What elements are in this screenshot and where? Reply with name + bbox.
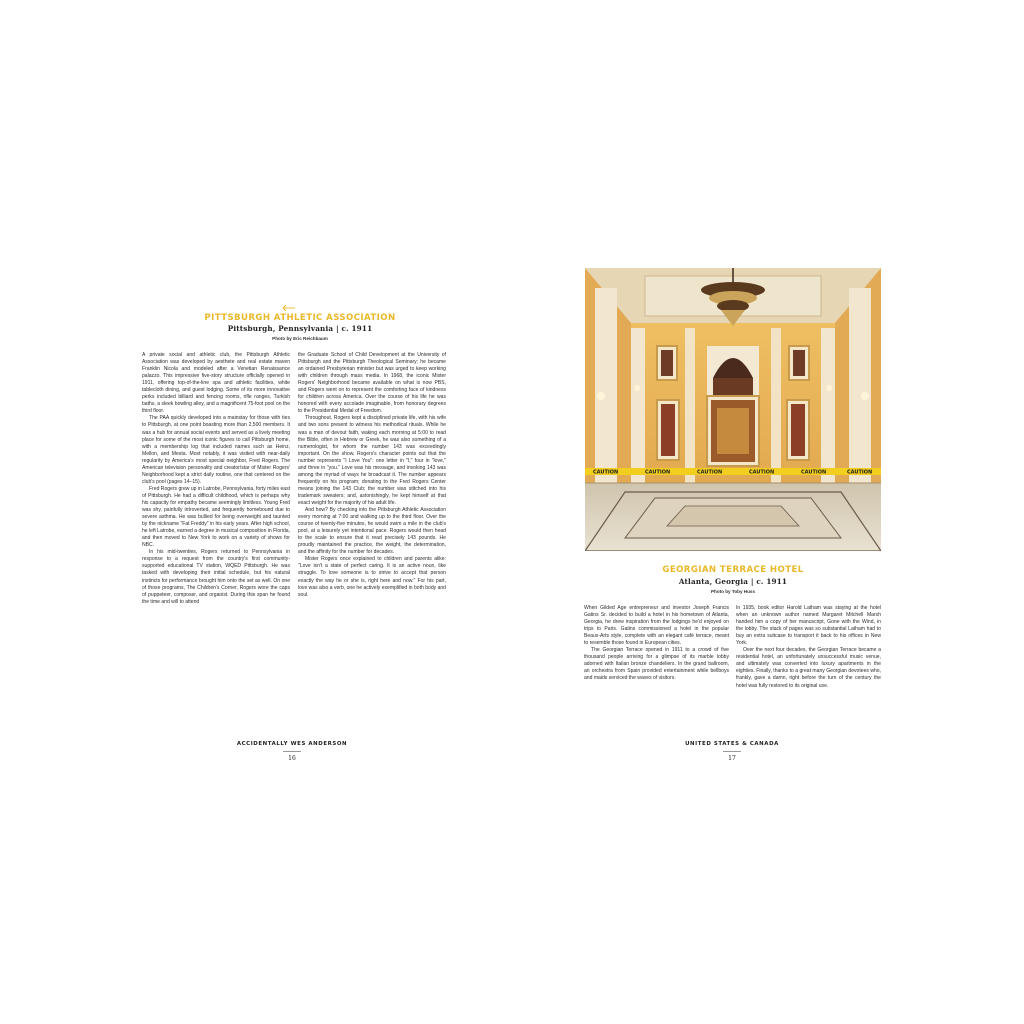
page-number: 16 xyxy=(288,755,296,762)
entry-title: GEORGIAN TERRACE HOTEL xyxy=(662,565,804,575)
paragraph: Throughout, Rogers kept a disciplined private life, with his wife and two sons present to witness his methodical rituals. While he was a man of devout faith, waking each morning at 5:00 to read the Bible, often in Hebrew or Greek, he was also something of a numerologist, for whom the number 143 was exceedingly important. On the show, Rogers's character points out that the number represents "I Love You": one letter in "I," four in "love," and three in "you." Love was his message, and invoking 143 was among the myriad of ways he broadcast it. The number appears frequently on his program; donating to the Fred Rogers Center means joining the 143 Club; the number was stitched into his trademark sweaters; and, astonishingly, he kept himself at that exact weight for the majority of his adult life. xyxy=(298,415,446,506)
paragraph: When Gilded Age entrepreneur and investor Joseph Francis Gatins Sr. decided to build a hotel in his hometown of Atlanta, Georgia, he drew inspiration from the lodgings he'd enjoyed on trips to Paris. Gatins commissioned a hotel in the popular Beaux-Arts style, complete with an elegant café terrace, meant to resemble those found in European cities. xyxy=(584,605,729,647)
photo-credit: Photo by Toby Huss xyxy=(710,589,756,594)
paragraph: In 1935, book editor Harold Latham was staying at the hotel when an unknown author named Margaret Mitchell Marsh handed him a copy of her manuscript, Gone with the Wind, in the lobby. The stack of pages was so substantial Latham had to buy an extra suitcase to transport it back to his offices in New York. xyxy=(736,605,881,647)
caution-tape-text: CAUTION xyxy=(593,469,619,476)
paragraph: Over the next four decades, the Georgian Terrace became a residential hotel, an unfortunately unsuccessful music venue, and ultimately was converted into luxury apartments in the eighties. Finally, thanks to a great many Georgian devotees who, frankly, gave a damn, right before the turn of the century the hotel was fully restored to its original use. xyxy=(736,647,881,689)
caution-tape-text: CAUTION xyxy=(749,469,775,476)
paragraph: Fred Rogers grew up in Latrobe, Pennsylvania, forty miles east of Pittsburgh. He had a difficult childhood, which is perhaps why his capacity for empathy became seemingly limitless. Young Fred was shy, painfully introverted, and frequently homebound due to severe asthma. He was bullied for being overweight and taunted by the nickname "Fat Freddy" in his early years. After high school, he left Latrobe, earned a degree in musical composition in Florida, and then moved to New York to work on a variety of shows for NBC. xyxy=(142,485,290,549)
body-column-1 xyxy=(584,605,729,715)
paragraph: Mister Rogers once explained to children and parents alike: "Love isn't a state of perfect caring. It is an active noun, like struggle. To love someone is to strive to accept that person exactly the way he or she is, right here and now." For his part, love was also a verb, one he actively exemplified in both body and soul. xyxy=(298,556,446,598)
photo-credit: Photo by Eric Reichbaum xyxy=(272,336,328,341)
entry-location: Pittsburgh, Pennsylvania | c. 1911 xyxy=(227,324,373,333)
paragraph: In his mid-twenties, Rogers returned to Pennsylvania in response to a request from the country's first community-supported educational TV station, WQED Pittsburgh. He was tasked with developing their initial schedule, but his natural instincts for performance brought him onto the set as well. On one of those programs, The Children's Corner, Rogers wore the caps of puppeteer, composer, and organist. During this span he found the time and will to attend xyxy=(142,549,290,605)
hotel-lobby-photo xyxy=(585,268,881,551)
paragraph: the Graduate School of Child Development at the University of Pittsburgh and the Pittsburgh Theological Seminary; he became an ordained Presbyterian minister but was urged to keep working with children through mass media. In 1968, the iconic Mister Rogers' Neighborhood became available on what is now PBS, and Rogers went on to represent the comforting face of kindness for children across America. Over the course of his life he was honored with every accolade imaginable, from honorary degrees to the Presidential Medal of Freedom. xyxy=(298,352,446,415)
caution-tape-text: CAUTION xyxy=(847,469,873,476)
arrow-left-icon xyxy=(282,304,296,312)
entry-location: Atlanta, Georgia | c. 1911 xyxy=(678,577,788,586)
body-column-1 xyxy=(142,352,290,710)
caution-tape-text: CAUTION xyxy=(645,469,671,476)
paragraph: A private social and athletic club, the Pittsburgh Athletic Association was developed by aesthete and real estate maven Franklin Nicola and modeled after a Venetian Renaissance palazzo. This impressive five-story structure officially opened in 1911, offering top-of-the-line spa and athletic facilities, white tablecloth dining, and guest lodging. Some of its more innovative perks included billiard and fencing rooms, rifle ranges, Turkish baths, a sleek bowling alley, and a magnificent 75-foot pool on the third floor. xyxy=(142,352,290,415)
running-footer: ACCIDENTALLY WES ANDERSON xyxy=(236,741,348,747)
entry-title: PITTSBURGH ATHLETIC ASSOCIATION xyxy=(204,313,396,323)
page-number: 17 xyxy=(728,755,736,762)
footer-divider xyxy=(723,751,741,752)
caution-tape-text: CAUTION xyxy=(801,469,827,476)
running-footer: UNITED STATES & CANADA xyxy=(685,741,779,747)
footer-divider xyxy=(283,751,301,752)
body-column-2 xyxy=(298,352,446,710)
paragraph: The Georgian Terrace opened in 1911 to a crowd of five thousand people arriving for a glimpse of its marble lobby adorned with Italian bronze chandeliers. In the grand ballroom, an orchestra from Spain provided entertainment while bellboys and maids serviced the waves of visitors. xyxy=(584,647,729,682)
caution-tape-text: CAUTION xyxy=(697,469,723,476)
body-column-2 xyxy=(736,605,881,715)
paragraph: The PAA quickly developed into a mainstay for those with ties to Pittsburgh, at one point boasting more than 2,500 members. It was a hub for annual social events and served as a lively meeting place for some of the most iconic figures to call Pittsburgh home, with a membership log that included names such as Heinz, Mellon, and Mesta. Most notably, it was visited with near-daily regularity by America's most special neighbor, Fred Rogers. The American television personality and creator/star of Mister Rogers' Neighborhood kept a strict daily routine, one that centered on the club's pool (pages 14–15). xyxy=(142,415,290,485)
paragraph: And how? By checking into the Pittsburgh Athletic Association every morning at 7:00 and walking up to the third floor. Over the course of twenty-five minutes, he would swim a mile in the club's pool, at a leisurely yet intentional pace. Rogers would then head to the scale to ensure that it read precisely 143 pounds. He proudly maintained the practice, the weight, the determination, and the affinity for the number for decades. xyxy=(298,507,446,556)
